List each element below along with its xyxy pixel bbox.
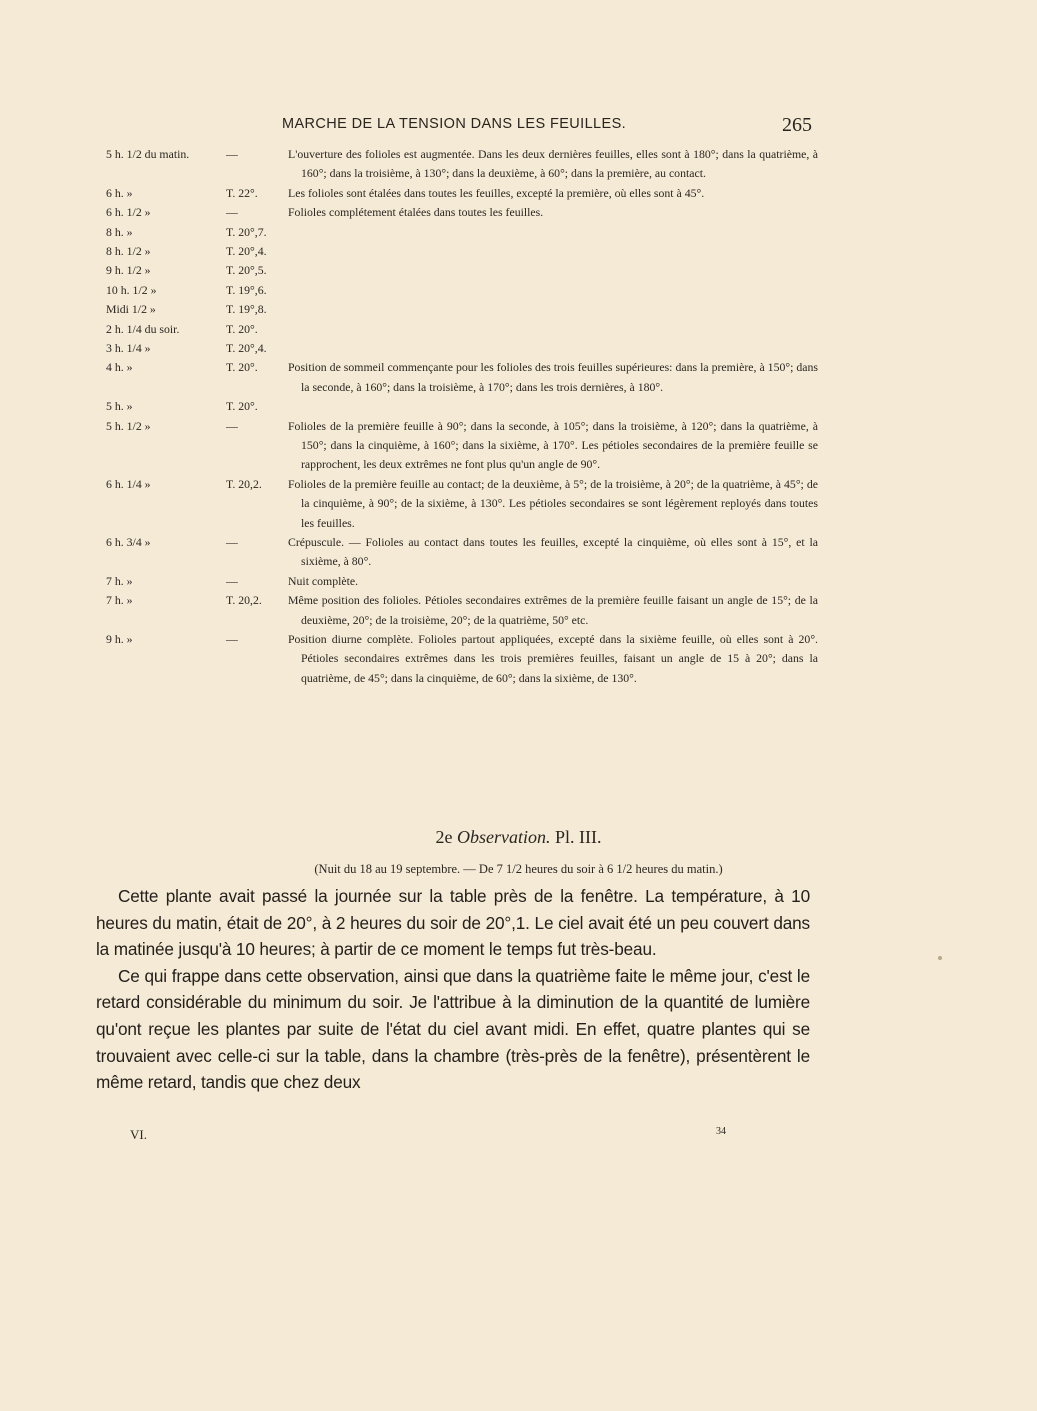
log-row bbox=[106, 533, 818, 572]
log-row bbox=[106, 397, 818, 416]
log-time: 7 h. » bbox=[106, 593, 133, 608]
log-temperature: T. 19°,6. bbox=[226, 282, 267, 297]
running-header bbox=[0, 116, 1037, 136]
paragraph: Ce qui frappe dans cette observation, ainsi que dans la quatrième faite le même jour, c'est le retard considérable du minimum du soir. Je l'attribue à la diminution de la quantité de lumière qu'ont reçue les plantes par suite de l'état du ciel avant midi. En effet, quatre plantes qui se trouvaient avec celle-ci sur la table, dans la chambre (très-près de la fenêtre), présentèrent le même retard, tandis que chez deux bbox=[96, 965, 810, 1093]
log-description bbox=[288, 339, 818, 358]
log-time: 2 h. 1/4 du soir. bbox=[106, 321, 180, 336]
log-temperature: T. 20°,7. bbox=[226, 224, 267, 239]
log-temperature: T. 19°,8. bbox=[226, 302, 267, 317]
log-temperature: T. 20°. bbox=[226, 360, 258, 375]
log-time: 6 h. » bbox=[106, 185, 133, 200]
paragraph: Cette plante avait passé la journée sur la table près de la fenêtre. La température, à 10 heures du matin, était de 20°, à 2 heures du soir de 20°,1. Le ciel avait été un peu couvert dans la matinée jusqu'à 10 heures; à partir de ce moment le temps fut très-beau. bbox=[96, 886, 810, 960]
log-row bbox=[106, 242, 818, 261]
log-row bbox=[106, 320, 818, 339]
log-temperature: — bbox=[226, 147, 238, 161]
log-temperature: T. 20°,4. bbox=[226, 340, 267, 355]
log-temperature: T. 20°,5. bbox=[226, 263, 267, 278]
log-description: Folioles complétement étalées dans toutes les feuilles. bbox=[288, 205, 544, 220]
log-row bbox=[106, 145, 818, 184]
log-description bbox=[288, 242, 818, 261]
log-description: Folioles de la première feuille à 90°; dans la seconde, à 105°; dans la troisième, à 120°; dans la quatrième, à 150°; dans la cinquième, à 160°; dans la sixième, à 170°. Les pétioles secondaires de la première feuille se rapprochent, les deux extrêmes ne font plus qu'un angle de 90°. bbox=[288, 418, 818, 472]
log-description: Folioles de la première feuille au contact; de la deuxième, à 5°; de la troisième, à 20°; de la quatrième, à 45°; de la cinquième, à 90°; de la sixième, à 130°. Les pétioles secondaires se sont légèrement reployés dans toutes les feuilles. bbox=[288, 476, 818, 530]
log-row bbox=[106, 475, 818, 533]
log-row bbox=[106, 591, 818, 630]
page-number: 265 bbox=[782, 114, 812, 136]
log-temperature: T. 22°. bbox=[226, 185, 258, 200]
log-temperature: T. 20°. bbox=[226, 321, 258, 336]
observation-plate: Pl. III. bbox=[555, 827, 602, 847]
log-description: Position diurne complète. Folioles partout appliquées, excepté dans la sixième feuille, où elles sont à 20°. Pétioles secondaires extrêmes dans les trois premières feuilles, faisant un angle de 15 à 20°; dans la quatrième, de 45°; dans la cinquième, de 60°; dans la sixième, de 130°. bbox=[288, 632, 818, 685]
log-temperature: T. 20,2. bbox=[226, 476, 262, 491]
log-time: 6 h. 1/2 » bbox=[106, 205, 151, 220]
log-temperature: — bbox=[226, 205, 238, 220]
observation-log bbox=[106, 145, 818, 688]
page-footer bbox=[0, 1127, 1037, 1147]
log-temperature: T. 20,2. bbox=[226, 593, 262, 608]
log-time: 9 h. 1/2 » bbox=[106, 263, 151, 278]
log-time: Midi 1/2 » bbox=[106, 302, 156, 317]
log-time: 5 h. 1/2 » bbox=[106, 418, 151, 433]
log-row bbox=[106, 358, 818, 397]
log-time: 6 h. 1/4 » bbox=[106, 476, 151, 491]
log-time: 9 h. » bbox=[106, 632, 133, 647]
log-time: 7 h. » bbox=[106, 573, 133, 588]
log-temperature: — bbox=[226, 535, 238, 549]
running-title: MARCHE DE LA TENSION DANS LES FEUILLES. bbox=[282, 116, 627, 132]
log-row bbox=[106, 281, 818, 300]
log-description: Crépuscule. — Folioles au contact dans toutes les feuilles, excepté la cinquième, où elles sont à 15°, et la sixième, à 80°. bbox=[288, 535, 818, 569]
log-description: Position de sommeil commençante pour les folioles des trois feuilles supérieures: dans la première, à 150°; dans la seconde, à 160°; dans la troisième, à 170°; dans les trois dernières, à 180°. bbox=[288, 360, 818, 394]
log-row bbox=[106, 339, 818, 358]
log-description bbox=[288, 223, 818, 242]
log-row bbox=[106, 300, 818, 319]
log-time: 5 h. » bbox=[106, 399, 133, 414]
log-row bbox=[106, 203, 818, 222]
log-description bbox=[288, 320, 818, 339]
log-description: Même position des folioles. Pétioles secondaires extrêmes de la première feuille faisant un angle de 15°; de la deuxième, 20°; de la troisième, 20°; de la quatrième, 50° etc. bbox=[288, 593, 818, 627]
log-description bbox=[288, 397, 818, 416]
log-description: Les folioles sont étalées dans toutes les feuilles, excepté la première, où elles sont à 45°. bbox=[288, 185, 705, 200]
paper-speck bbox=[938, 956, 942, 960]
log-row bbox=[106, 572, 818, 591]
observation-number: 2e bbox=[435, 827, 453, 847]
log-time: 3 h. 1/4 » bbox=[106, 340, 151, 355]
log-temperature: — bbox=[226, 573, 238, 588]
sheet-number: 34 bbox=[716, 1126, 726, 1137]
log-description bbox=[288, 281, 818, 300]
log-row bbox=[106, 184, 818, 203]
log-description bbox=[288, 300, 818, 319]
log-temperature: — bbox=[226, 632, 238, 647]
log-description: Nuit complète. bbox=[288, 573, 359, 588]
log-row bbox=[106, 630, 818, 688]
observation-subtitle: (Nuit du 18 au 19 septembre. — De 7 1/2 heures du soir à 6 1/2 heures du matin.) bbox=[314, 862, 723, 876]
observation-heading bbox=[0, 827, 1037, 848]
log-row bbox=[106, 261, 818, 280]
log-row bbox=[106, 417, 818, 475]
log-row bbox=[106, 223, 818, 242]
observation-title: Observation. bbox=[457, 827, 551, 847]
log-time: 10 h. 1/2 » bbox=[106, 282, 157, 297]
log-temperature: T. 20°,4. bbox=[226, 244, 267, 259]
log-time: 8 h. » bbox=[106, 224, 133, 239]
log-time: 6 h. 3/4 » bbox=[106, 535, 151, 549]
body-text bbox=[96, 883, 810, 1096]
log-time: 4 h. » bbox=[106, 360, 133, 375]
log-description bbox=[288, 261, 818, 280]
log-temperature: — bbox=[226, 418, 238, 433]
log-time: 8 h. 1/2 » bbox=[106, 244, 151, 259]
signature-mark: VI. bbox=[130, 1127, 147, 1142]
log-description: L'ouverture des folioles est augmentée. Dans les deux dernières feuilles, elles sont à 180°; dans la quatrième, à 160°; dans la troisième, à 130°; dans la deuxième, à 60°; dans la première, au contact. bbox=[288, 147, 818, 181]
log-time: 5 h. 1/2 du matin. bbox=[106, 147, 190, 161]
log-temperature: T. 20°. bbox=[226, 399, 258, 414]
